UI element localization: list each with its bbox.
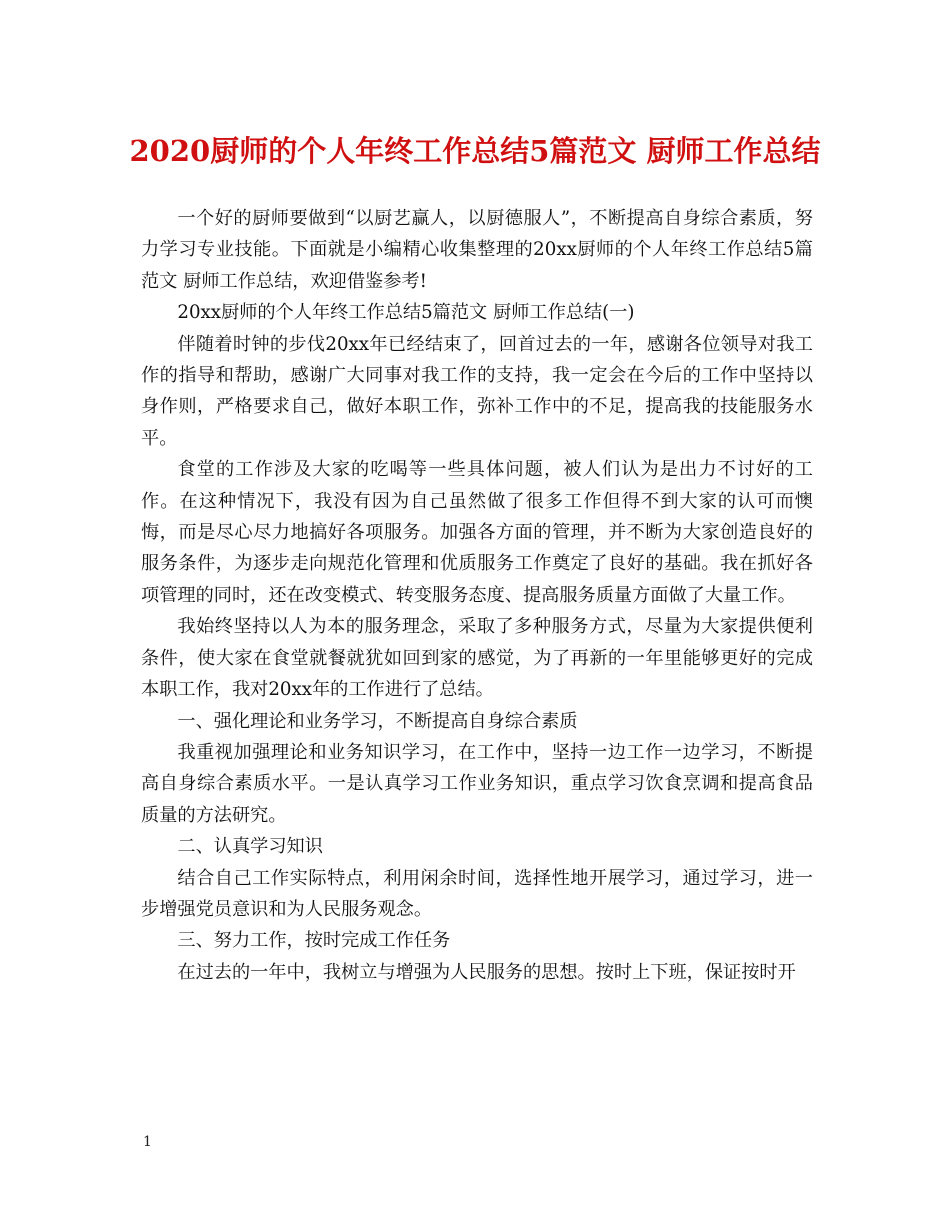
body-paragraph: 在过去的一年中，我树立与增强为人民服务的思想。按时上下班，保证按时开: [177, 961, 796, 983]
body-paragraph: 结合自己工作实际特点，利用闲余时间，选择性地开展学习，通过学习，进一步增强党员意识和为人民服务观念。: [141, 867, 813, 920]
subsection-heading: 二、认真学习知识: [177, 836, 323, 858]
document-title: 2020厨师的个人年终工作总结5篇范文 厨师工作总结: [129, 134, 821, 168]
intro-paragraph: 一个好的厨师要做到“以厨艺赢人，以厨德服人”，不断提高自身综合素质，努力学习专业技能。下面就是小编精心收集整理的20xx厨师的个人年终工作总结5篇范文 厨师工作总结，欢迎借鉴参考!: [141, 208, 813, 292]
section-heading: 20xx厨师的个人年终工作总结5篇范文 厨师工作总结(一): [177, 302, 635, 324]
page-number: 1: [143, 1134, 152, 1150]
body-paragraph: 食堂的工作涉及大家的吃喝等一些具体问题，被人们认为是出力不讨好的工作。在这种情况下，我没有因为自己虽然做了很多工作但得不到大家的认可而懊悔，而是尽心尽力地搞好各项服务。加强各方面的管理，并不断为大家创造良好的服务条件，为逐步走向规范化管理和优质服务工作奠定了良好的基础。我在抓好各项管理的同时，还在改变模式、转变服务态度、提高服务质量方面做了大量工作。: [141, 459, 813, 606]
body-paragraph: 我始终坚持以人为本的服务理念，采取了多种服务方式，尽量为大家提供便利条件，使大家在食堂就餐就犹如回到家的感觉，为了再新的一年里能够更好的完成本职工作，我对20xx年的工作进行了总结。: [141, 616, 813, 701]
body-paragraph: 我重视加强理论和业务知识学习，在工作中，坚持一边工作一边学习，不断提高自身综合素质水平。一是认真学习工作业务知识，重点学习饮食烹调和提高食品质量的方法研究。: [141, 741, 813, 826]
subsection-heading: 三、努力工作，按时完成工作任务: [177, 930, 451, 952]
document-body: [141, 203, 813, 988]
body-paragraph: 伴随着时钟的步伐20xx年已经结束了，回首过去的一年，感谢各位领导对我工作的指导和帮助，感谢广大同事对我工作的支持，我一定会在今后的工作中坚持以身作则，严格要求自己，做好本职工作，弥补工作中的不足，提高我的技能服务水平。: [141, 333, 813, 449]
subsection-heading: 一、强化理论和业务学习，不断提高自身综合素质: [177, 710, 578, 732]
